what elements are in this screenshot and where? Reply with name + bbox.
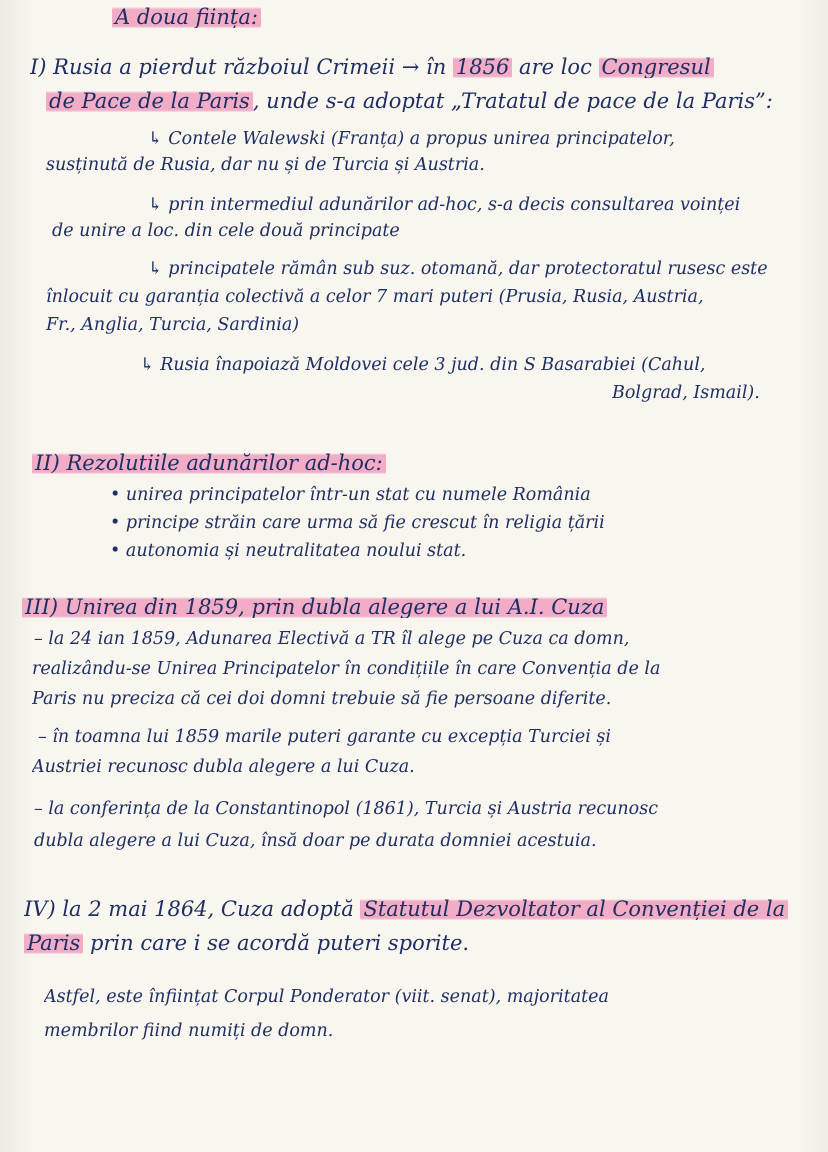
s3-line-2: realizându-se Unirea Principatelor în condițiile în care Convenția de la (32, 659, 661, 679)
s2-bullet-3: • autonomia și neutralitatea noului stat. (110, 541, 467, 561)
s1-line-11: Bolgrad, Ismail). (612, 383, 760, 403)
s1-year-highlight: 1856 (453, 56, 512, 78)
s2-bullet-2: • principe străin care urma să fie crescut în religia țării (110, 513, 605, 533)
s1-paris-highlight: de Pace de la Paris (46, 90, 253, 112)
s4-paris-highlight: Paris (24, 932, 83, 954)
s2-heading-text: II) Rezolutiile adunărilor ad-hoc: (32, 452, 386, 474)
section-1-line-2 (46, 90, 814, 112)
s3-line-1: – la 24 ian 1859, Adunarea Electivă a TR îl alege pe Cuza ca domn, (34, 629, 630, 649)
section-2-heading (32, 452, 814, 474)
s4-statute-highlight: Statutul Dezvoltator al Convenției de la (360, 898, 788, 920)
s4-line-4: membrilor fiind numiți de domn. (44, 1021, 334, 1041)
s1-line-6: de unire a loc. din cele două principate (52, 221, 400, 241)
s4-l1a: IV) la 2 mai 1864, Cuza adoptă (24, 898, 354, 920)
section-4-line-1 (24, 898, 814, 920)
page-title (112, 6, 814, 28)
s1-l1a: I) Rusia a pierdut războiul Crimeii → în (30, 56, 447, 78)
s1-line-8: înlocuit cu garanția colectivă a celor 7 mari puteri (Prusia, Rusia, Austria, (46, 287, 704, 307)
s3-heading-text: III) Unirea din 1859, prin dubla alegere a lui A.I. Cuza (22, 596, 607, 618)
section-1-line-1 (30, 56, 814, 78)
s1-line-10: ↳ Rusia înapoiază Moldovei cele 3 jud. din S Basarabiei (Cahul, (140, 355, 706, 375)
s1-congress-highlight: Congresul (599, 56, 714, 78)
section-4-line-2 (24, 932, 814, 954)
s1-line-9: Fr., Anglia, Turcia, Sardinia) (46, 315, 300, 335)
s1-line-3: ↳ Contele Walewski (Franța) a propus unirea principatelor, (148, 129, 675, 149)
section-3-heading (22, 596, 814, 618)
s3-line-6: – la conferința de la Constantinopol (1861), Turcia și Austria recunosc (34, 799, 658, 819)
s4-l2b: prin care i se acordă puteri sporite. (89, 932, 470, 954)
s1-line-4: susținută de Rusia, dar nu și de Turcia și Austria. (46, 155, 485, 175)
s1-line-7: ↳ principatele rămân sub suz. otomană, dar protectoratul rusesc este (148, 259, 768, 279)
s2-bullet-1: • unirea principatelor într-un stat cu numele România (110, 485, 591, 505)
s3-line-7: dubla alegere a lui Cuza, însă doar pe durata domniei acestuia. (34, 831, 597, 851)
s1-l1c: are loc (519, 56, 592, 78)
s1-l2b: , unde s-a adoptat „Tratatul de pace de la Paris”: (252, 90, 773, 112)
s1-line-5: ↳ prin intermediul adunărilor ad-hoc, s-a decis consultarea voinței (148, 195, 741, 215)
s3-line-3: Paris nu preciza că cei doi domni trebuie să fie persoane diferite. (32, 689, 612, 709)
s3-line-4: – în toamna lui 1859 marile puteri garante cu excepția Turciei și (38, 727, 611, 747)
page-title-text: A doua ființa: (112, 6, 261, 28)
s3-line-5: Austriei recunosc dubla alegere a lui Cuza. (32, 757, 415, 777)
s4-line-3: Astfel, este înființat Corpul Ponderator (viit. senat), majoritatea (44, 987, 609, 1007)
